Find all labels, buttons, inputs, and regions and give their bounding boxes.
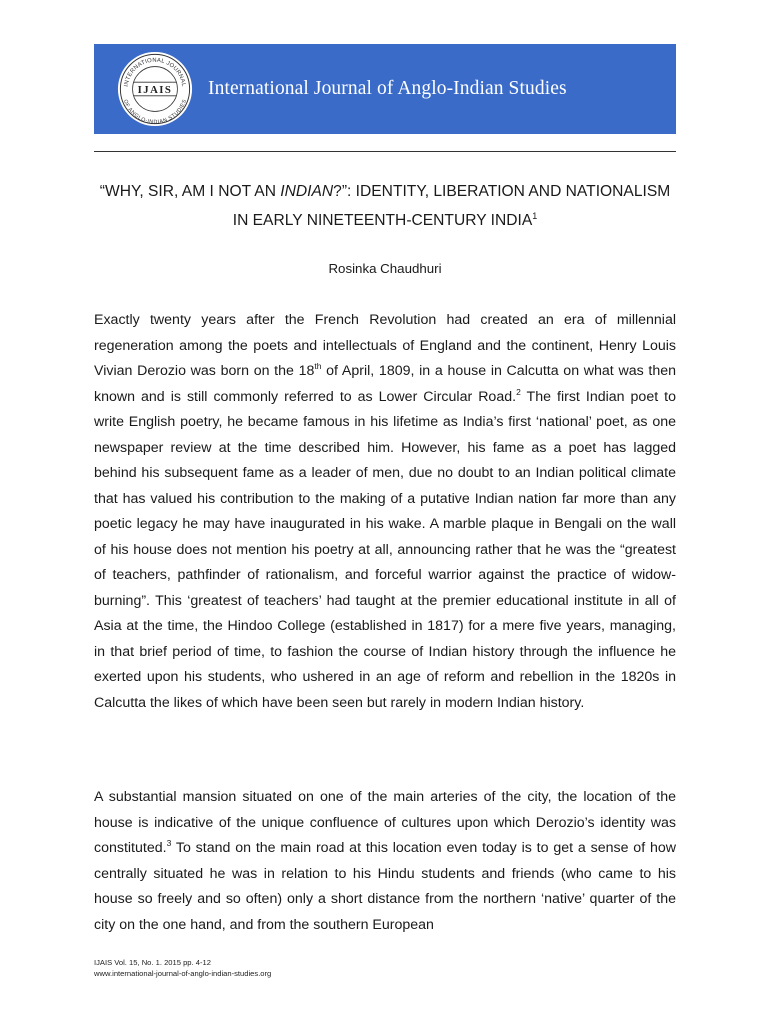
p2-text-1: A substantial mansion situated on one of the main arteries of the city, the location of the house is indicative of the unique confluence of cultures upon which Derozio’s identity was constituted. <box>94 789 676 856</box>
article-title <box>94 177 676 235</box>
p1-text-3: The first Indian poet to write English poetry, he became famous in his lifetime as India’s first ‘national’ poet, as one newspaper review at the time described him. However, his fame as a poet has lagged behind his subsequent fame as a leader of men, due no doubt to an Indian political climate that has valued his contribution to the making of a putative Indian nation far more than any poetic legacy he may have inaugurated in his wake. A marble plaque in Bengali on the wall of his house does not mention his poetry at all, announcing rather that he was the “greatest of teachers, pathfinder of rationalism, and forceful warrior against the practice of widow-burning”. This ‘greatest of teachers’ had taught at the premier educational institute in all of Asia at the time, the Hindoo College (established in 1817) for a mere five years, managing, in that brief period of time, to fashion the course of Indian history through the influence he exerted upon his students, who ushered in an age of reform and rebellion in the 1820s in Calcutta the likes of which have been seen but rarely in modern Indian history. <box>94 388 676 711</box>
p1-text-2: of April, 1809, in a house in Calcutta on what was then known and is still commonly referred to as Lower Circular Road. <box>94 363 676 405</box>
body-paragraph-2 <box>94 785 676 938</box>
svg-text:INTERNATIONAL JOURNAL: INTERNATIONAL JOURNAL <box>123 57 187 88</box>
p1-text-1: Exactly twenty years after the French Revolution had created an era of millennial regeneration among the poets and intellectuals of England and the continent, Henry Louis Vivian Derozio was born on the 18 <box>94 312 676 379</box>
journal-seal-logo <box>116 50 194 128</box>
p2-text-2: To stand on the main road at this location even today is to get a sense of how centrally situated he was in relation to his Hindu students and friends (who came to his house so freely and so often) only a short distance from the northern ‘native’ quarter of the city on the one hand, and from the southern European <box>94 840 676 933</box>
title-italic: INDIAN <box>280 183 334 200</box>
footer-citation: IJAIS Vol. 15, No. 1. 2015 pp. 4-12 <box>94 958 211 967</box>
footnote-ref-3[interactable]: 3 <box>166 838 172 848</box>
journal-title: International Journal of Anglo-Indian Studies <box>208 78 567 99</box>
header-rule <box>94 151 676 152</box>
title-footnote-ref[interactable]: 1 <box>532 211 538 221</box>
footnote-ref-2[interactable]: 2 <box>516 386 521 397</box>
page-footer <box>94 958 271 979</box>
title-part2: ?”: IDENTITY, LIBERATION AND NATIONALISM IN EARLY NINETEENTH-CENTURY INDIA <box>232 183 671 229</box>
footer-url[interactable]: www.international-journal-of-anglo-indian-studies.org <box>94 968 272 978</box>
svg-text:IJAIS: IJAIS <box>137 83 173 96</box>
p1-ordinal-sup: th <box>314 361 322 371</box>
title-part1: “WHY, SIR, AM I NOT AN <box>99 183 281 200</box>
svg-text:OF ANGLO-INDIAN STUDIES: OF ANGLO-INDIAN STUDIES <box>121 98 189 126</box>
journal-banner <box>94 44 676 134</box>
body-paragraph-1 <box>94 308 676 716</box>
author-name: Rosinka Chaudhuri <box>328 261 442 276</box>
